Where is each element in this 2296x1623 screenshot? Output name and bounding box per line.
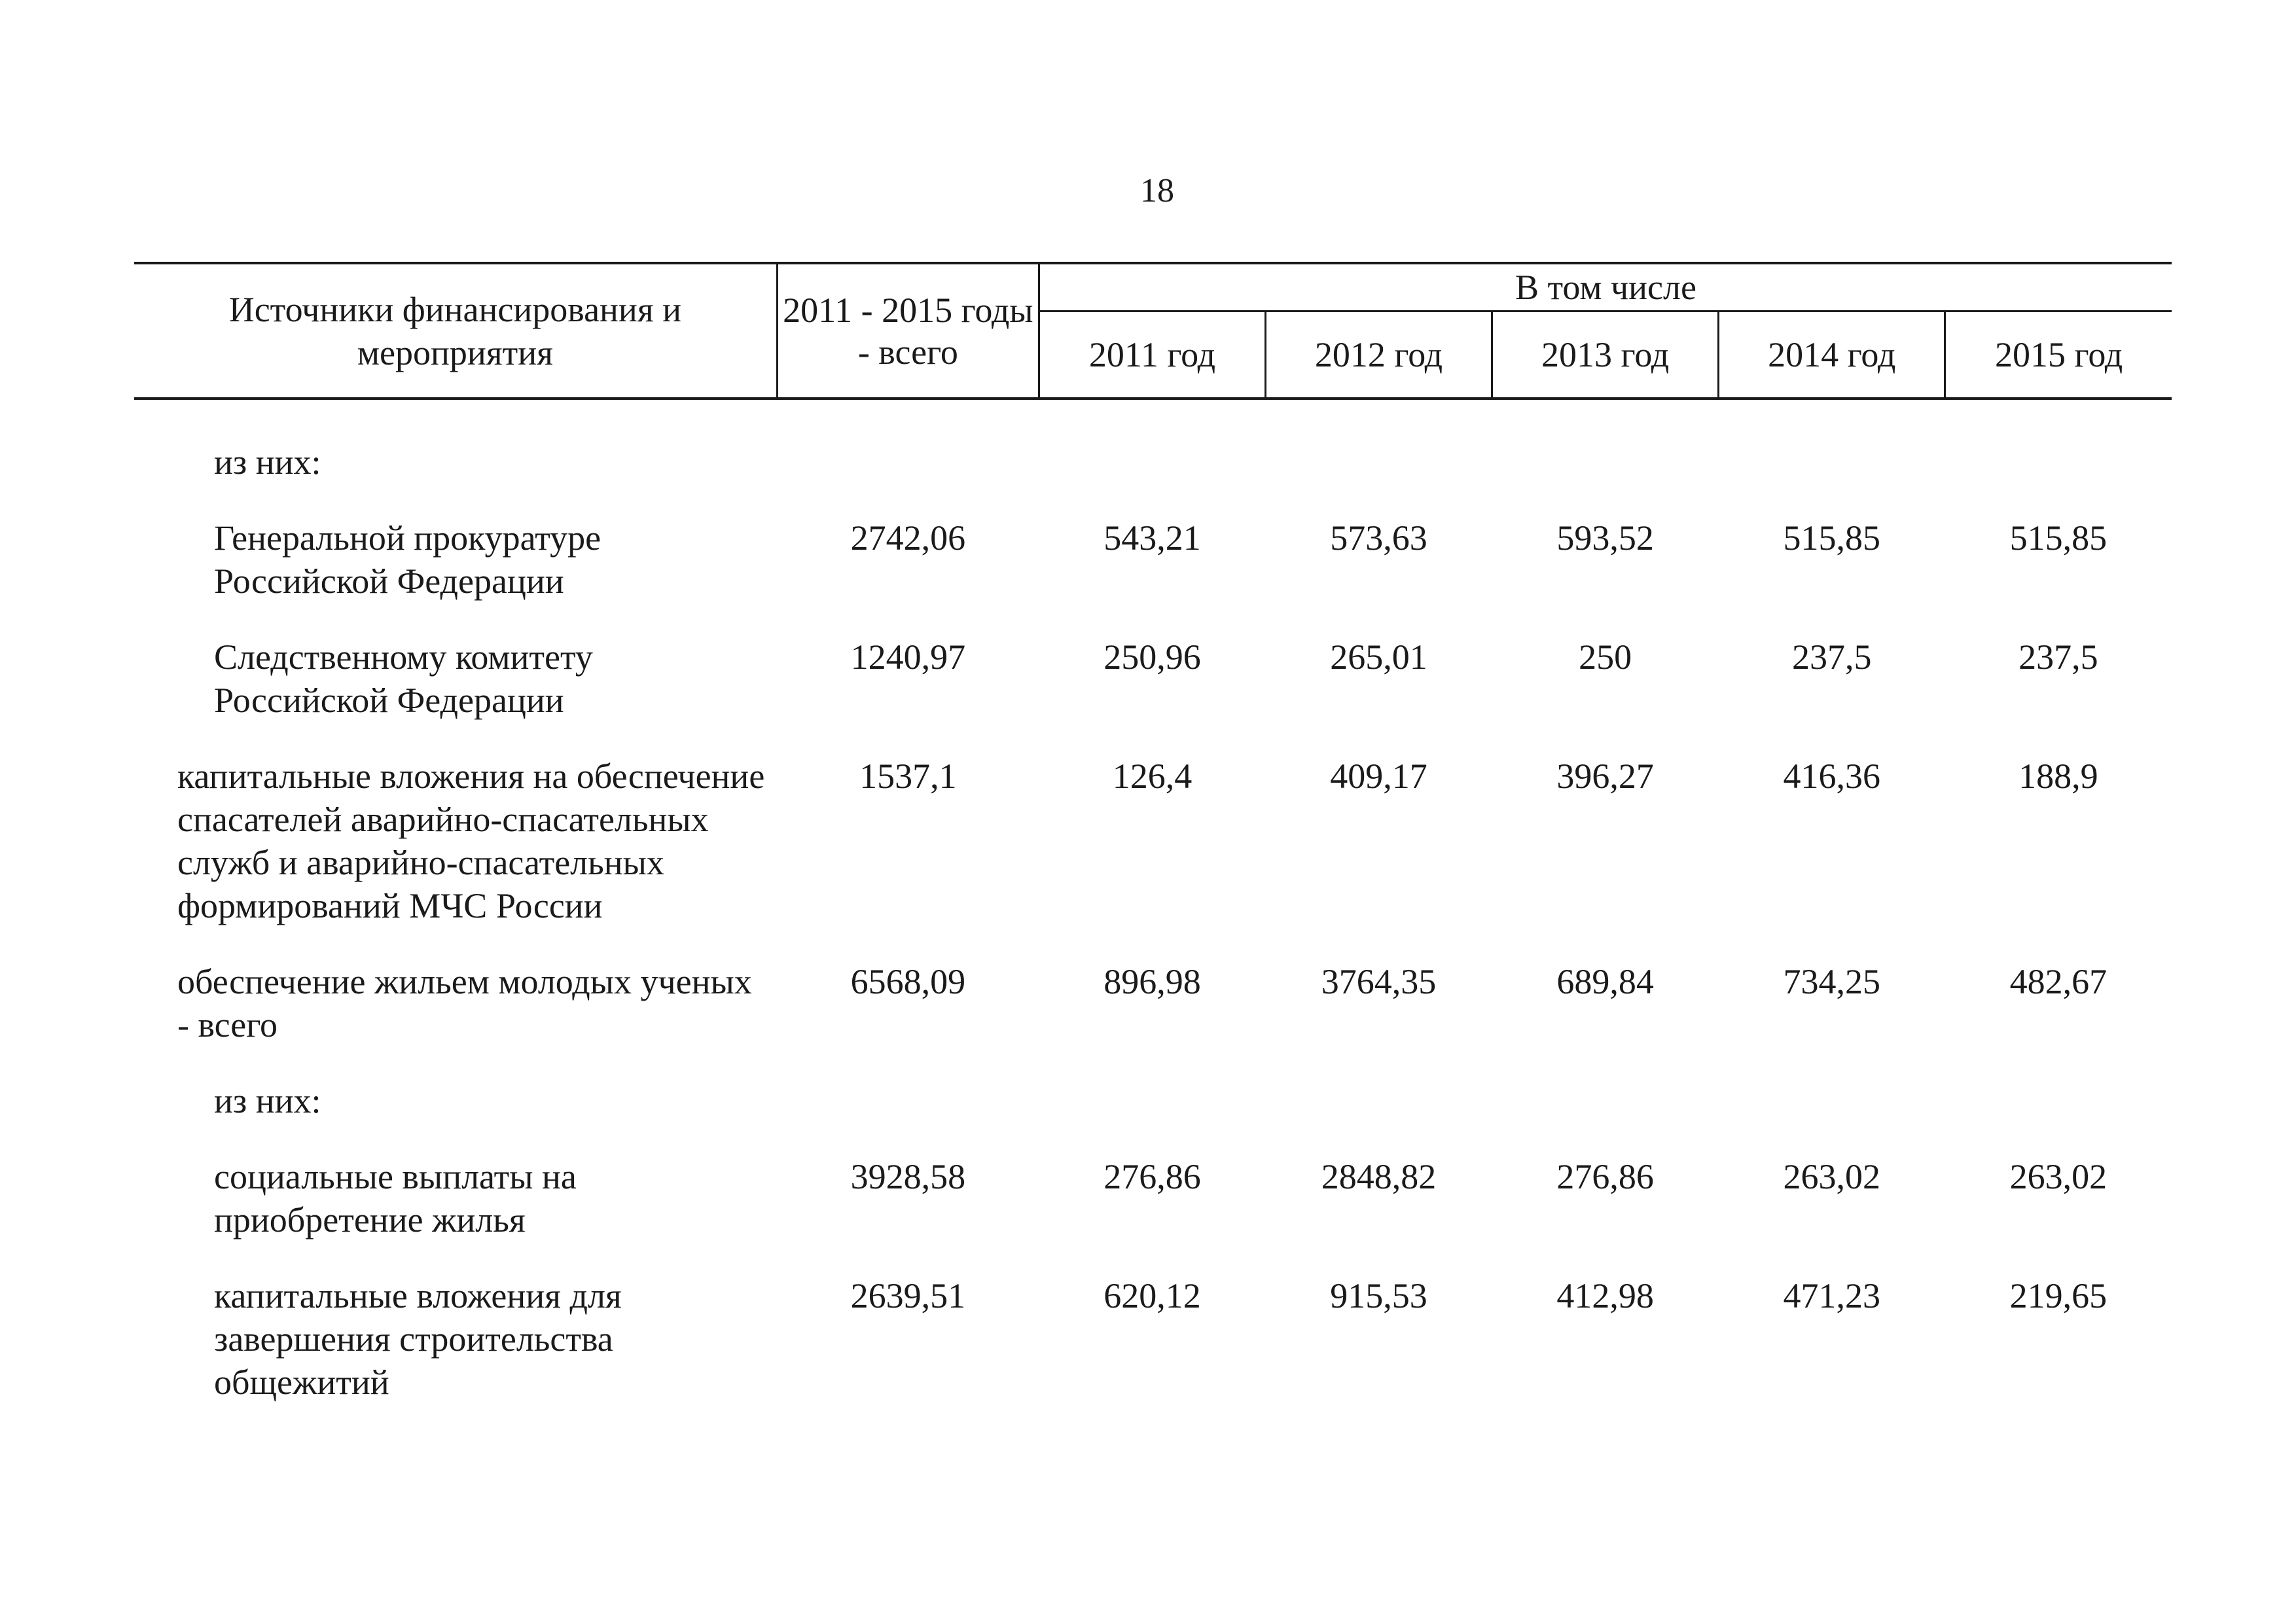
cell-year-value: 2848,82 [1321, 1157, 1437, 1196]
table-row [134, 399, 2172, 516]
table-row [134, 960, 2172, 1079]
cell-year-value: 471,23 [1783, 1276, 1880, 1315]
cell-year-value [1492, 1079, 1719, 1155]
cell-year-value: 263,02 [2009, 1157, 2108, 1196]
cell-year-value: 250,96 [1103, 637, 1201, 677]
cell-total [777, 1079, 1039, 1155]
cell-year-value: 593,52 [1556, 518, 1654, 558]
cell-year-value: 409,17 [1330, 757, 1427, 796]
cell-year-value: 250 [1579, 637, 1632, 677]
cell-year-value: 416,36 [1783, 757, 1880, 796]
cell-year-value: 515,85 [1783, 518, 1880, 558]
row-label: из них: [214, 1081, 321, 1120]
cell-year-value: 3764,35 [1321, 962, 1437, 1001]
cell-year-value: 896,98 [1103, 962, 1201, 1001]
cell-year-value [1945, 399, 2172, 516]
header-source: Источники финансирования и мероприятия [134, 263, 777, 399]
cell-year-value: 237,5 [1791, 637, 1872, 677]
cell-year-value: 263,02 [1783, 1157, 1880, 1196]
cell-year-value [1039, 399, 1265, 516]
cell-year-value: 276,86 [1103, 1157, 1201, 1196]
cell-total: 6568,09 [850, 962, 966, 1001]
page-number: 18 [1140, 172, 1174, 209]
header-total: 2011 - 2015 годы - всего [777, 263, 1039, 399]
table-row [134, 755, 2172, 960]
table-row [134, 1079, 2172, 1155]
cell-total: 1537,1 [859, 757, 957, 796]
cell-year-value: 276,86 [1556, 1157, 1654, 1196]
table-header [134, 263, 2172, 399]
cell-year-value: 482,67 [2009, 962, 2108, 1001]
cell-year-value [1266, 1079, 1492, 1155]
cell-year-value: 126,4 [1112, 757, 1193, 796]
cell-year-value: 573,63 [1330, 518, 1427, 558]
table-row [134, 1274, 2172, 1436]
row-label: Следственному комитету Российской Федерации [214, 637, 593, 720]
cell-total [777, 399, 1039, 516]
header-year: 2012 год [1266, 312, 1492, 399]
cell-year-value: 689,84 [1556, 962, 1654, 1001]
table-body [134, 399, 2172, 1436]
cell-year-value: 188,9 [2018, 757, 2098, 796]
cell-year-value: 734,25 [1783, 962, 1880, 1001]
cell-year-value [1719, 1079, 1945, 1155]
row-label: обеспечение жильем молодых ученых - всего [177, 962, 752, 1044]
cell-total: 2639,51 [850, 1276, 966, 1315]
financing-table [134, 262, 2172, 1436]
header-year: 2014 год [1719, 312, 1945, 399]
cell-total: 3928,58 [850, 1157, 966, 1196]
cell-year-value: 265,01 [1330, 637, 1427, 677]
table-row [134, 516, 2172, 635]
cell-total: 2742,06 [850, 518, 966, 558]
cell-year-value: 515,85 [2009, 518, 2108, 558]
row-label: капитальные вложения для завершения строительства общежитий [214, 1276, 622, 1402]
header-year: 2013 год [1492, 312, 1719, 399]
cell-year-value: 412,98 [1556, 1276, 1654, 1315]
cell-year-value [1039, 1079, 1265, 1155]
cell-year-value [1492, 399, 1719, 516]
header-year: 2011 год [1039, 312, 1265, 399]
cell-year-value [1719, 399, 1945, 516]
cell-total: 1240,97 [850, 637, 966, 677]
cell-year-value: 219,65 [2009, 1276, 2108, 1315]
table-row [134, 1155, 2172, 1274]
table-row [134, 635, 2172, 755]
cell-year-value [1266, 399, 1492, 516]
row-label: Генеральной прокуратуре Российской Федерации [214, 518, 601, 601]
row-label: капитальные вложения на обеспечение спасателей аварийно-спасательных служб и аварийно-спасательных формирований МЧС России [177, 757, 765, 925]
cell-year-value: 620,12 [1103, 1276, 1201, 1315]
cell-year-value: 237,5 [2018, 637, 2098, 677]
cell-year-value: 543,21 [1103, 518, 1201, 558]
cell-year-value: 915,53 [1330, 1276, 1427, 1315]
row-label: социальные выплаты на приобретение жилья [214, 1157, 577, 1240]
header-year: 2015 год [1945, 312, 2172, 399]
cell-year-value: 396,27 [1556, 757, 1654, 796]
row-label: из них: [214, 442, 321, 482]
header-group: В том числе [1039, 263, 2172, 312]
cell-year-value [1945, 1079, 2172, 1155]
